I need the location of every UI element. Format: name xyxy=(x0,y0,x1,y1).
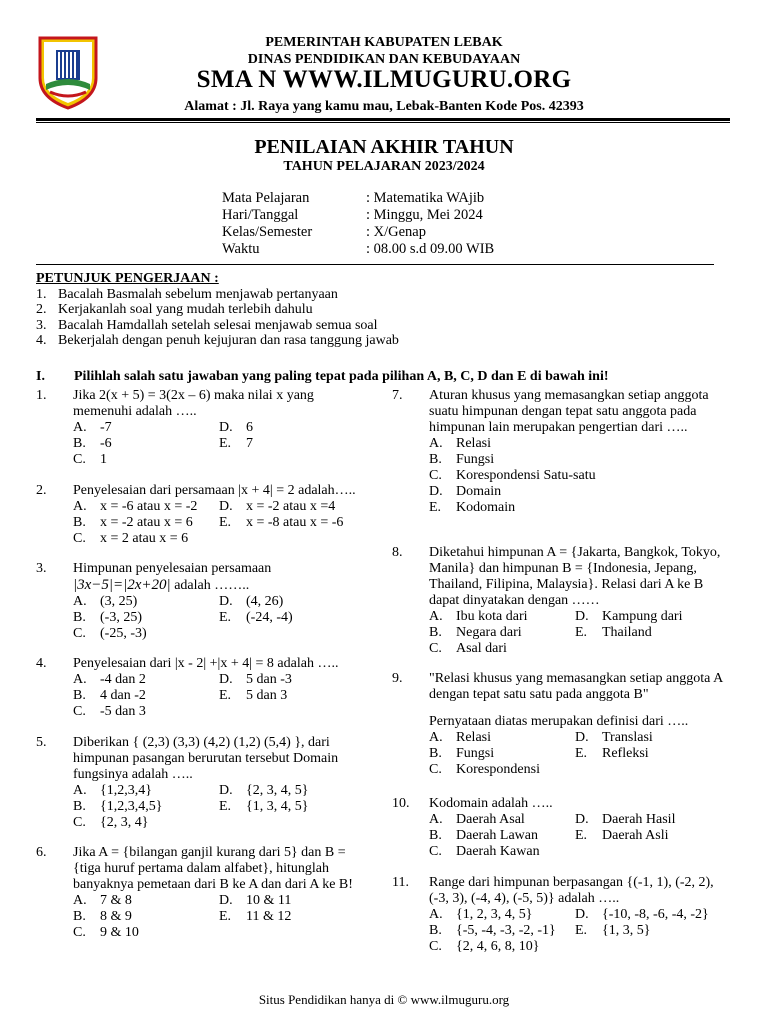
option-text: Daerah Asal xyxy=(456,812,525,827)
option-text: Daerah Kawan xyxy=(456,844,540,859)
instruction-item xyxy=(36,333,399,349)
question-text: Diberikan { (2,3) (3,3) (4,2) (1,2) (5,4) }, dari himpunan pasangan berurutan tersebut Domain fungsinya adalah ….. xyxy=(73,735,339,782)
answer-options xyxy=(73,499,376,547)
question-text: Himpunan penyelesaian persamaan xyxy=(73,561,272,576)
option-text: {2, 3, 4, 5} xyxy=(246,783,309,798)
option-text: Relasi xyxy=(456,436,491,451)
option-letter: C. xyxy=(73,626,86,641)
option-text: Translasi xyxy=(602,730,653,745)
option-letter: C. xyxy=(429,844,442,859)
option[interactable] xyxy=(73,909,219,925)
option[interactable] xyxy=(429,500,722,516)
option[interactable] xyxy=(575,812,732,828)
option-letter: E. xyxy=(219,688,232,703)
option-text: (3, 25) xyxy=(100,594,138,609)
question-number: 11. xyxy=(392,875,409,890)
option-text: 11 & 12 xyxy=(246,909,292,924)
question-3 xyxy=(36,561,366,642)
option-text: 8 & 9 xyxy=(100,909,132,924)
option[interactable] xyxy=(219,783,369,799)
option-text: 4 dan -2 xyxy=(100,688,146,703)
option[interactable] xyxy=(219,610,366,626)
question-5 xyxy=(36,735,369,831)
option-text: x = -2 atau x =4 xyxy=(246,499,336,514)
option-letter: E. xyxy=(219,436,232,451)
option-letter: A. xyxy=(73,594,87,609)
instruction-item xyxy=(36,318,399,334)
option-letter: A. xyxy=(429,609,443,624)
option-letter: D. xyxy=(219,499,233,514)
option-text: x = 2 atau x = 6 xyxy=(100,531,189,546)
instructions-heading: PETUNJUK PENGERJAAN : xyxy=(36,271,219,286)
question-9 xyxy=(392,671,737,778)
option-letter: D. xyxy=(219,783,233,798)
option[interactable] xyxy=(73,672,219,688)
option-letter: B. xyxy=(429,452,442,467)
option-letter: E. xyxy=(575,625,588,640)
option-text: (4, 26) xyxy=(246,594,284,609)
option-text: Fungsi xyxy=(456,746,495,761)
option-letter: A. xyxy=(73,420,87,435)
option-text: Thailand xyxy=(602,625,652,640)
option-text: {1,2,3,4,5} xyxy=(100,799,163,814)
option[interactable] xyxy=(219,499,376,515)
option[interactable] xyxy=(73,452,219,468)
option[interactable] xyxy=(575,923,727,939)
header-divider-thin xyxy=(36,122,730,123)
instruction-item xyxy=(36,302,399,318)
option-text: Fungsi xyxy=(456,452,495,467)
option-letter: E. xyxy=(575,828,588,843)
option-text: {1, 3, 5} xyxy=(602,923,651,938)
question-number: 10. xyxy=(392,796,410,811)
option-text: Negara dari xyxy=(456,625,522,640)
option[interactable] xyxy=(73,420,219,436)
option[interactable] xyxy=(429,762,575,778)
header-department: DINAS PENDIDIKAN DAN KEBUDAYAAN xyxy=(247,52,521,67)
answer-options xyxy=(429,730,737,778)
option-letter: C. xyxy=(429,468,442,483)
question-formula-tail: adalah …….. xyxy=(170,578,250,593)
option[interactable] xyxy=(429,468,722,484)
option[interactable] xyxy=(73,594,219,610)
option-letter: C. xyxy=(429,762,442,777)
option[interactable] xyxy=(429,812,575,828)
option-text: Daerah Asli xyxy=(602,828,669,843)
option-letter: C. xyxy=(429,939,442,954)
question-number: 1. xyxy=(36,388,47,403)
option[interactable] xyxy=(219,420,366,436)
option-text: Asal dari xyxy=(456,641,507,656)
option-letter: B. xyxy=(429,923,442,938)
option[interactable] xyxy=(575,625,732,641)
option-text: {-10, -8, -6, -4, -2} xyxy=(602,907,709,922)
option-letter: B. xyxy=(73,688,86,703)
meta-row xyxy=(222,190,494,207)
instruction-text: Kerjakanlah soal yang mudah terlebih dahulu xyxy=(58,302,313,317)
option-letter: C. xyxy=(73,452,86,467)
question-2 xyxy=(36,483,376,547)
question-text: Penyelesaian dari persamaan |x + 4| = 2 adalah….. xyxy=(73,483,356,498)
header-school-name: SMA N WWW.ILMUGURU.ORG xyxy=(196,66,572,93)
option-text: 9 & 10 xyxy=(100,925,139,940)
meta-row xyxy=(222,207,494,224)
answer-options xyxy=(73,420,366,468)
question-text: Range dari himpunan berpasangan {(-1, 1), (-2, 2), (-3, 3), (-4, 4), (-5, 5)} adalah ….. xyxy=(429,875,714,906)
option-letter: D. xyxy=(429,484,443,499)
option[interactable] xyxy=(73,499,219,515)
question-formula: |3x−5|=|2x+20| xyxy=(73,577,171,593)
option[interactable] xyxy=(73,815,219,831)
instruction-text: Bacalah Basmalah sebelum menjawab pertanyaan xyxy=(58,286,338,302)
option[interactable] xyxy=(73,704,219,720)
meta-label: Kelas/Semester xyxy=(222,224,313,240)
question-text: Penyelesaian dari |x - 2| +|x + 4| = 8 adalah ….. xyxy=(73,656,339,671)
option[interactable] xyxy=(575,746,737,762)
option-letter: A. xyxy=(73,672,87,687)
option-letter: C. xyxy=(73,815,86,830)
instruction-number: 3. xyxy=(36,317,47,333)
option-text: x = -2 atau x = 6 xyxy=(100,515,193,530)
answer-options xyxy=(73,893,376,941)
option-letter: B. xyxy=(429,828,442,843)
option-letter: D. xyxy=(219,893,233,908)
option-text: (-24, -4) xyxy=(246,610,293,625)
question-number: 5. xyxy=(36,735,47,750)
option[interactable] xyxy=(575,730,737,746)
option[interactable] xyxy=(429,939,575,955)
option-letter: B. xyxy=(429,625,442,640)
option-letter: A. xyxy=(73,893,87,908)
option-letter: B. xyxy=(73,436,86,451)
option[interactable] xyxy=(73,436,219,452)
option-letter: E. xyxy=(219,515,232,530)
section-text: Pilihlah salah satu jawaban yang paling tepat pada pilihan A, B, C, D dan E di bawah ini! xyxy=(74,369,609,384)
option[interactable] xyxy=(219,799,369,815)
option-letter: B. xyxy=(73,515,86,530)
option[interactable] xyxy=(73,783,219,799)
section-heading xyxy=(36,369,609,385)
option-letter: C. xyxy=(73,925,86,940)
instruction-number: 2. xyxy=(36,302,47,317)
question-number: 8. xyxy=(392,545,403,560)
footer-credit: Situs Pendidikan hanya di © www.ilmuguru.org xyxy=(258,992,510,1007)
exam-meta xyxy=(222,190,494,258)
question-text: Kodomain adalah ….. xyxy=(429,796,553,811)
option-text: 7 xyxy=(246,436,253,451)
option-text: 10 & 11 xyxy=(246,893,292,908)
option-letter: A. xyxy=(429,730,443,745)
question-number: 6. xyxy=(36,845,47,860)
option-letter: D. xyxy=(219,420,233,435)
option-letter: D. xyxy=(219,672,233,687)
option-letter: E. xyxy=(429,500,442,515)
option-text: -4 dan 2 xyxy=(100,672,146,687)
header-government: PEMERINTAH KABUPATEN LEBAK xyxy=(265,35,503,50)
question-10 xyxy=(392,796,732,860)
instructions xyxy=(36,271,399,349)
option-text: -6 xyxy=(100,436,112,451)
option[interactable] xyxy=(429,436,722,452)
meta-value: : Minggu, Mei 2024 xyxy=(366,207,483,223)
option-letter: E. xyxy=(575,746,588,761)
option-text: {2, 4, 6, 8, 10} xyxy=(456,939,540,954)
option-letter: B. xyxy=(73,799,86,814)
question-6 xyxy=(36,845,376,941)
option[interactable] xyxy=(429,844,575,860)
option[interactable] xyxy=(429,746,575,762)
meta-value: : 08.00 s.d 09.00 WIB xyxy=(366,241,495,257)
option-letter: A. xyxy=(73,783,87,798)
option-text: Ibu kota dari xyxy=(456,609,528,624)
answer-options xyxy=(73,672,376,720)
question-formula-line xyxy=(73,577,366,594)
question-text: Jika A = {bilangan ganjil kurang dari 5} dan B = {tiga huruf pertama dalam alfabet}, hitunglah banyaknya pemetaan dari B ke A dan dari A ke B! xyxy=(73,845,353,892)
option-letter: E. xyxy=(575,923,588,938)
option[interactable] xyxy=(73,893,219,909)
option[interactable] xyxy=(575,907,727,923)
meta-row xyxy=(222,224,494,241)
exam-title: PENILAIAN AKHIR TAHUN xyxy=(254,136,514,158)
option-text: 5 dan -3 xyxy=(246,672,292,687)
option[interactable] xyxy=(429,907,575,923)
meta-label: Hari/Tanggal xyxy=(222,207,299,223)
option[interactable] xyxy=(575,828,732,844)
option[interactable] xyxy=(219,688,376,704)
option-letter: A. xyxy=(429,907,443,922)
option[interactable] xyxy=(429,625,575,641)
instruction-text: Bacalah Hamdallah setelah selesai menjawab semua soal xyxy=(58,317,378,333)
option[interactable] xyxy=(429,641,575,657)
question-number: 7. xyxy=(392,388,403,403)
answer-options xyxy=(429,436,722,516)
question-8 xyxy=(392,545,732,657)
option[interactable] xyxy=(429,828,575,844)
question-text: Diketahui himpunan A = {Jakarta, Bangkok, Tokyo, Manila} dan himpunan B = {Indonesia, Jepang, Thailand, Filipina, Malaysia}. Relasi dari A ke B dapat dinyatakan dengan …… xyxy=(429,545,721,608)
option-letter: D. xyxy=(575,907,589,922)
option[interactable] xyxy=(219,515,376,531)
option-text: 7 & 8 xyxy=(100,893,132,908)
option-text: {1, 2, 3, 4, 5} xyxy=(456,907,533,922)
option-text: x = -6 atau x = -2 xyxy=(100,499,198,514)
question-7 xyxy=(392,388,722,516)
option-text: Korespondensi xyxy=(456,762,540,777)
meta-value: : X/Genap xyxy=(366,224,426,240)
option[interactable] xyxy=(73,610,219,626)
option[interactable] xyxy=(429,730,575,746)
option[interactable] xyxy=(429,609,575,625)
option-letter: D. xyxy=(219,594,233,609)
option-text: 1 xyxy=(100,452,107,467)
option[interactable] xyxy=(429,484,722,500)
option-text: Daerah Lawan xyxy=(456,828,539,843)
option[interactable] xyxy=(575,609,732,625)
answer-options xyxy=(73,594,366,642)
option[interactable] xyxy=(73,925,219,941)
option-text: Relasi xyxy=(456,730,491,745)
option[interactable] xyxy=(429,452,722,468)
meta-row xyxy=(222,241,494,258)
option[interactable] xyxy=(219,893,376,909)
option-text: 6 xyxy=(246,420,253,435)
option-letter: C. xyxy=(73,531,86,546)
instruction-text: Bekerjalah dengan penuh kejujuran dan rasa tanggung jawab xyxy=(58,333,399,348)
answer-options xyxy=(429,907,727,955)
option-letter: D. xyxy=(575,609,589,624)
option[interactable] xyxy=(429,923,575,939)
option[interactable] xyxy=(73,688,219,704)
option-letter: A. xyxy=(429,812,443,827)
question-number: 2. xyxy=(36,483,47,498)
meta-divider xyxy=(36,264,714,265)
question-number: 9. xyxy=(392,671,403,686)
header-address: Alamat : Jl. Raya yang kamu mau, Lebak-Banten Kode Pos. 42393 xyxy=(184,99,584,114)
question-text: Jika 2(x + 5) = 3(2x – 6) maka nilai x yang memenuhi adalah ….. xyxy=(73,388,314,419)
option-text: Refleksi xyxy=(602,746,649,761)
option[interactable] xyxy=(219,909,376,925)
question-1 xyxy=(36,388,366,468)
option[interactable] xyxy=(219,594,366,610)
question-text-2: Pernyataan diatas merupakan definisi dari ….. xyxy=(429,714,689,729)
option[interactable] xyxy=(73,515,219,531)
option[interactable] xyxy=(73,626,219,642)
option-letter: B. xyxy=(73,610,86,625)
option[interactable] xyxy=(73,799,219,815)
instruction-number: 1. xyxy=(36,286,47,302)
option-text: 5 dan 3 xyxy=(246,688,288,703)
option-letter: C. xyxy=(73,704,86,719)
option-text: (-3, 25) xyxy=(100,610,142,625)
option[interactable] xyxy=(73,531,219,547)
option-letter: A. xyxy=(429,436,443,451)
option-letter: A. xyxy=(73,499,87,514)
option-text: Kampung dari xyxy=(602,609,683,624)
instruction-item xyxy=(36,287,399,303)
option-text: {2, 3, 4} xyxy=(100,815,149,830)
option-letter: E. xyxy=(219,610,232,625)
option-letter: E. xyxy=(219,799,232,814)
question-number: 4. xyxy=(36,656,47,671)
option-text: x = -8 atau x = -6 xyxy=(246,515,344,530)
answer-options xyxy=(73,783,369,831)
header-divider-thick xyxy=(36,118,730,121)
option-text: -7 xyxy=(100,420,112,435)
option-text: Daerah Hasil xyxy=(602,812,676,827)
answer-options xyxy=(429,609,732,657)
option-text: Kodomain xyxy=(456,500,516,515)
question-text: Aturan khusus yang memasangkan setiap anggota suatu himpunan dengan tepat satu anggota pada himpunan lain merupakan pengertian dari ….. xyxy=(429,388,709,435)
option-text: {-5, -4, -3, -2, -1} xyxy=(456,923,556,938)
answer-options xyxy=(429,812,732,860)
question-4 xyxy=(36,656,376,720)
meta-value: : Matematika WAjib xyxy=(366,190,485,206)
option-letter: C. xyxy=(429,641,442,656)
option-text: (-25, -3) xyxy=(100,626,147,641)
option[interactable] xyxy=(219,672,376,688)
option-text: Korespondensi Satu-satu xyxy=(456,468,596,483)
option-letter: B. xyxy=(429,746,442,761)
option-text: {1,2,3,4} xyxy=(100,783,152,798)
section-number: I. xyxy=(36,369,45,384)
question-text: "Relasi khusus yang memasangkan setiap anggota A dengan tepat satu satu pada anggota B" xyxy=(429,671,723,702)
option-letter: E. xyxy=(219,909,232,924)
option-text: -5 dan 3 xyxy=(100,704,146,719)
instruction-number: 4. xyxy=(36,333,47,348)
option[interactable] xyxy=(219,436,366,452)
option-letter: D. xyxy=(575,730,589,745)
option-letter: D. xyxy=(575,812,589,827)
option-text: Domain xyxy=(456,484,502,499)
question-number: 3. xyxy=(36,561,47,576)
option-letter: B. xyxy=(73,909,86,924)
exam-subtitle: TAHUN PELAJARAN 2023/2024 xyxy=(283,159,485,174)
meta-label: Mata Pelajaran xyxy=(222,190,310,206)
meta-label: Waktu xyxy=(222,241,260,257)
option-text: {1, 3, 4, 5} xyxy=(246,799,309,814)
question-11 xyxy=(392,875,727,955)
